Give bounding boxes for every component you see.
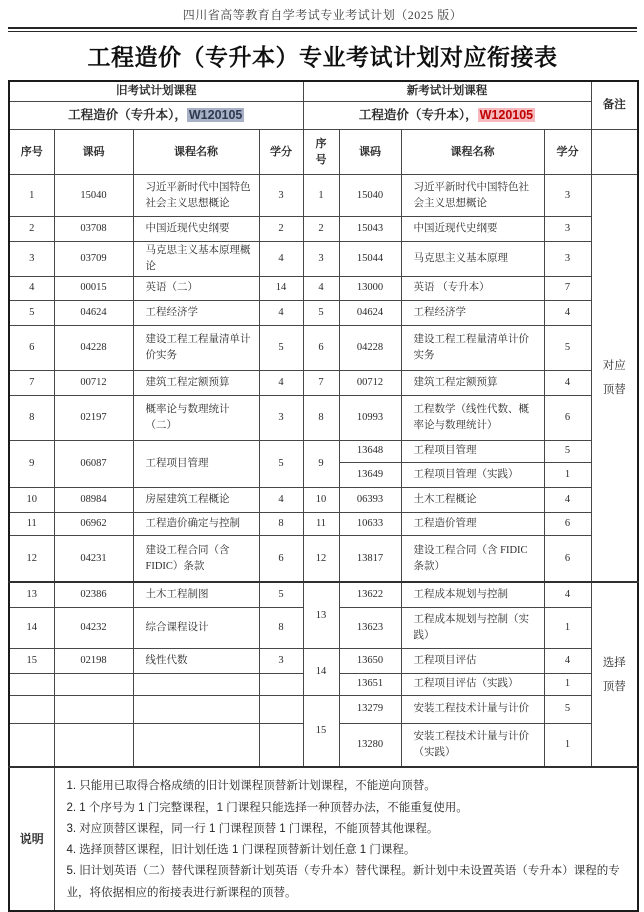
- old-course-name: 英语（二）: [133, 276, 259, 300]
- note-item: 1. 只能用已取得合格成绩的旧计划课程顶替新计划课程，不能逆向顶替。: [66, 780, 436, 793]
- new-seq: 5: [303, 300, 339, 325]
- new-course-name: 工程项目评估: [401, 648, 544, 673]
- old-course-name: 工程项目管理: [133, 440, 259, 487]
- table-row: [9, 300, 638, 325]
- old-course-code: 00015: [54, 276, 133, 300]
- new-course-code: 13649: [339, 462, 401, 487]
- new-credit: 6: [544, 395, 591, 440]
- old-empty-cell: [9, 723, 54, 767]
- table-row: [9, 242, 638, 277]
- old-course-name: 线性代数: [133, 648, 259, 673]
- remark-correspond: 对应顶替: [591, 175, 638, 583]
- new-seq: 10: [303, 487, 339, 512]
- new-seq: 13: [303, 582, 339, 648]
- old-course-name: 土木工程制图: [133, 582, 259, 607]
- new-seq: 11: [303, 512, 339, 535]
- old-course-name: 建设工程合同（含 FIDIC）条款: [133, 535, 259, 582]
- new-credit-header: 学分: [544, 130, 591, 175]
- old-seq: 9: [9, 440, 54, 487]
- note-item: 2. 1 个序号为 1 门完整课程，1 门课程只能选择一种顶替办法，不能重复使用。: [66, 801, 468, 814]
- old-course-code: 06087: [54, 440, 133, 487]
- new-major-code-highlight: W120105: [479, 108, 534, 123]
- old-seq: 3: [9, 242, 54, 277]
- old-course-name: 中国近现代史纲要: [133, 217, 259, 242]
- old-empty-cell: [133, 723, 259, 767]
- new-credit: 4: [544, 300, 591, 325]
- new-course-code: 13279: [339, 695, 401, 723]
- table-row: [9, 512, 638, 535]
- new-course-code: 10993: [339, 395, 401, 440]
- new-course-name: 工程项目管理: [401, 440, 544, 462]
- old-credit: 14: [259, 276, 303, 300]
- old-major-cell: [9, 102, 303, 130]
- old-credit: 3: [259, 175, 303, 217]
- new-seq: 9: [303, 440, 339, 487]
- table-row: [9, 325, 638, 370]
- old-empty-cell: [133, 673, 259, 695]
- note-item: 3. 对应顶替区课程，同一行 1 门课程顶替 1 门课程，不能顶替其他课程。: [66, 822, 439, 835]
- old-seq: 15: [9, 648, 54, 673]
- old-course-code: 04232: [54, 607, 133, 648]
- new-course-code: 15043: [339, 217, 401, 242]
- new-course-name: 工程项目评估（实践）: [401, 673, 544, 695]
- new-credit: 5: [544, 440, 591, 462]
- new-course-code: 10633: [339, 512, 401, 535]
- table-row: [9, 370, 638, 395]
- new-credit: 3: [544, 217, 591, 242]
- new-seq: 14: [303, 648, 339, 695]
- new-course-code: 13648: [339, 440, 401, 462]
- new-course-name: 中国近现代史纲要: [401, 217, 544, 242]
- old-name-header: 课程名称: [133, 130, 259, 175]
- new-credit: 3: [544, 242, 591, 277]
- old-seq: 5: [9, 300, 54, 325]
- old-empty-cell: [259, 723, 303, 767]
- new-credit: 4: [544, 370, 591, 395]
- old-course-name: 工程经济学: [133, 300, 259, 325]
- old-credit: 5: [259, 440, 303, 487]
- table-row: [9, 217, 638, 242]
- old-seq: 6: [9, 325, 54, 370]
- notes-cell: [54, 767, 638, 911]
- old-seq: 13: [9, 582, 54, 607]
- old-credit: 4: [259, 370, 303, 395]
- new-course-code: 13651: [339, 673, 401, 695]
- old-course-code: 04624: [54, 300, 133, 325]
- old-major-label: 工程造价（专升本），: [68, 108, 187, 123]
- new-course-name: 工程成本规划与控制: [401, 582, 544, 607]
- new-credit: 4: [544, 487, 591, 512]
- new-seq-header: 序号: [303, 130, 339, 175]
- new-credit: 5: [544, 325, 591, 370]
- table-row: [9, 582, 638, 607]
- new-course-name: 工程造价管理: [401, 512, 544, 535]
- new-course-code: 04624: [339, 300, 401, 325]
- new-course-code: 13280: [339, 723, 401, 767]
- new-credit: 6: [544, 535, 591, 582]
- new-course-code: 06393: [339, 487, 401, 512]
- old-empty-cell: [9, 673, 54, 695]
- new-seq: 1: [303, 175, 339, 217]
- major-row: [9, 102, 638, 130]
- old-code-header: 课码: [54, 130, 133, 175]
- old-course-name: 概率论与数理统计（二）: [133, 395, 259, 440]
- old-course-code: 03708: [54, 217, 133, 242]
- old-course-code: 06962: [54, 512, 133, 535]
- new-course-code: 15044: [339, 242, 401, 277]
- new-course-code: 13000: [339, 276, 401, 300]
- table-row: [9, 695, 638, 723]
- old-plan-group-header: 旧考试计划课程: [9, 81, 303, 102]
- old-course-code: 00712: [54, 370, 133, 395]
- old-major-code-highlight: W120105: [188, 108, 243, 123]
- old-credit: 8: [259, 607, 303, 648]
- old-empty-cell: [54, 673, 133, 695]
- old-seq: 2: [9, 217, 54, 242]
- old-credit: 8: [259, 512, 303, 535]
- remark-header-spacer: [591, 130, 638, 175]
- new-course-name: 建设工程工程量清单计价实务: [401, 325, 544, 370]
- old-course-name: 房屋建筑工程概论: [133, 487, 259, 512]
- new-code-header: 课码: [339, 130, 401, 175]
- old-empty-cell: [54, 695, 133, 723]
- table-row: [9, 175, 638, 217]
- page-title: 工程造价（专升本）专业考试计划对应衔接表: [87, 44, 558, 70]
- old-course-code: 02386: [54, 582, 133, 607]
- new-course-code: 13623: [339, 607, 401, 648]
- new-major-cell: [303, 102, 591, 130]
- new-credit: 6: [544, 512, 591, 535]
- new-credit: 4: [544, 648, 591, 673]
- old-course-code: 02198: [54, 648, 133, 673]
- new-credit: 4: [544, 582, 591, 607]
- old-seq: 4: [9, 276, 54, 300]
- old-course-code: 04231: [54, 535, 133, 582]
- new-seq: 12: [303, 535, 339, 582]
- old-course-name: 建筑工程定额预算: [133, 370, 259, 395]
- table-row: [9, 276, 638, 300]
- old-course-code: 04228: [54, 325, 133, 370]
- old-empty-cell: [259, 673, 303, 695]
- old-empty-cell: [259, 695, 303, 723]
- old-course-code: 08984: [54, 487, 133, 512]
- note-item: 4. 选择顶替区课程，旧计划任选 1 门课程顶替新计划任意 1 门课程。: [66, 844, 416, 857]
- new-credit: 7: [544, 276, 591, 300]
- note-item: 5. 旧计划英语（二）替代课程顶替新计划英语（专升本）替代课程。新计划中未设置英语（专升本）课程的专业，将依据相应的衔接表进行新课程的顶替。: [66, 865, 620, 899]
- new-course-name: 工程成本规划与控制（实践）: [401, 607, 544, 648]
- old-empty-cell: [9, 695, 54, 723]
- new-course-code: 15040: [339, 175, 401, 217]
- new-seq: 3: [303, 242, 339, 277]
- course-correspondence-table: [8, 80, 639, 912]
- old-course-name: 工程造价确定与控制: [133, 512, 259, 535]
- new-course-name: 工程数学（线性代数、概率论与数理统计）: [401, 395, 544, 440]
- new-credit: 3: [544, 175, 591, 217]
- old-course-name: 综合课程设计: [133, 607, 259, 648]
- old-course-name: 马克思主义基本原理概论: [133, 242, 259, 277]
- new-credit: 1: [544, 723, 591, 767]
- new-seq: 6: [303, 325, 339, 370]
- old-course-code: 02197: [54, 395, 133, 440]
- new-course-name: 工程项目管理（实践）: [401, 462, 544, 487]
- new-major-label: 工程造价（专升本），: [358, 108, 478, 123]
- new-credit: 5: [544, 695, 591, 723]
- new-course-code: 04228: [339, 325, 401, 370]
- new-credit: 1: [544, 673, 591, 695]
- new-credit: 1: [544, 462, 591, 487]
- old-credit: 4: [259, 242, 303, 277]
- old-seq: 7: [9, 370, 54, 395]
- new-plan-group-header: 新考试计划课程: [303, 81, 591, 102]
- new-course-code: 13650: [339, 648, 401, 673]
- new-seq: 7: [303, 370, 339, 395]
- document-header: 四川省高等教育自学考试专业考试计划（2025 版）: [182, 8, 463, 22]
- table-row: [9, 487, 638, 512]
- new-course-code: 13817: [339, 535, 401, 582]
- old-empty-cell: [133, 695, 259, 723]
- table-row: [9, 648, 638, 673]
- old-seq-header: 序号: [9, 130, 54, 175]
- new-course-name: 安装工程技术计量与计价: [401, 695, 544, 723]
- old-credit: 2: [259, 217, 303, 242]
- old-course-name: 习近平新时代中国特色社会主义思想概论: [133, 175, 259, 217]
- new-course-code: 00712: [339, 370, 401, 395]
- new-credit: 1: [544, 607, 591, 648]
- old-course-name: 建设工程工程量清单计价实务: [133, 325, 259, 370]
- old-credit: 6: [259, 535, 303, 582]
- old-seq: 11: [9, 512, 54, 535]
- header-double-rule: [8, 27, 637, 32]
- old-seq: 8: [9, 395, 54, 440]
- remark-column-header: 备注: [591, 81, 638, 130]
- old-seq: 14: [9, 607, 54, 648]
- new-seq: 4: [303, 276, 339, 300]
- new-name-header: 课程名称: [401, 130, 544, 175]
- table-row: [9, 395, 638, 440]
- notes-label: 说明: [9, 767, 54, 911]
- remark-select: 选择顶替: [591, 582, 638, 767]
- old-credit: 4: [259, 487, 303, 512]
- new-seq: 8: [303, 395, 339, 440]
- old-credit: 3: [259, 648, 303, 673]
- new-seq: 15: [303, 695, 339, 767]
- old-seq: 12: [9, 535, 54, 582]
- new-course-name: 习近平新时代中国特色社会主义思想概论: [401, 175, 544, 217]
- old-seq: 1: [9, 175, 54, 217]
- new-course-code: 13622: [339, 582, 401, 607]
- old-course-code: 15040: [54, 175, 133, 217]
- new-course-name: 建设工程合同（含 FIDIC 条款）: [401, 535, 544, 582]
- old-credit: 5: [259, 582, 303, 607]
- new-seq: 2: [303, 217, 339, 242]
- old-empty-cell: [54, 723, 133, 767]
- new-course-name: 工程经济学: [401, 300, 544, 325]
- table-row: [9, 535, 638, 582]
- old-credit: 5: [259, 325, 303, 370]
- new-course-name: 建筑工程定额预算: [401, 370, 544, 395]
- table-row: [9, 440, 638, 462]
- notes-row: [9, 767, 638, 911]
- column-header-row: [9, 130, 638, 175]
- old-course-code: 03709: [54, 242, 133, 277]
- new-course-name: 土木工程概论: [401, 487, 544, 512]
- old-credit: 3: [259, 395, 303, 440]
- new-course-name: 安装工程技术计量与计价（实践）: [401, 723, 544, 767]
- new-course-name: 马克思主义基本原理: [401, 242, 544, 277]
- new-course-name: 英语 （专升本）: [401, 276, 544, 300]
- group-header-row: [9, 81, 638, 102]
- old-credit-header: 学分: [259, 130, 303, 175]
- old-seq: 10: [9, 487, 54, 512]
- old-credit: 4: [259, 300, 303, 325]
